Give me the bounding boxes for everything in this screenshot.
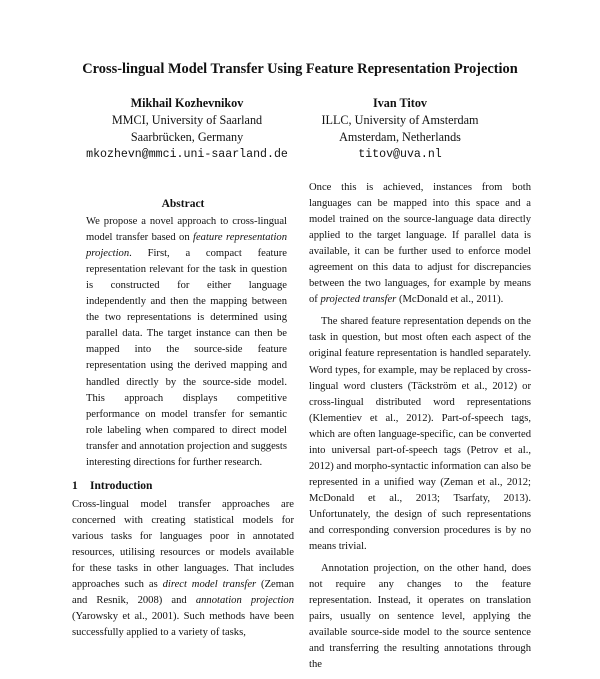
author-affiliation: MMCI, University of Saarland: [111, 113, 263, 127]
intro-paragraph: Cross-lingual model transfer approaches are concerned with creating statistical models for various tasks for languages poor in annotated resources, utilising resources or models available for these tasks in other languages. That includes approaches such as direct model transfer (Zeman and Resnik, 2008) and annotation projection (Yarowsky et al., 2001). Such methods have been successfully applied to a variety of tasks,: [72, 498, 294, 639]
paper-title: Cross-lingual Model Transfer Using Feature Representation Projection: [82, 61, 518, 77]
abstract-text: We propose a novel approach to cross-lingual model transfer based on feature representation projection. First, a compact feature representation relevant for the task in question is constructed for either language independently and then the mapping between the two representations is determined using parallel data. The target instance can then be mapped into the source-side feature representation using the derived mapping and handled directly by the source-side model. This approach displays competitive performance on model transfer for semantic role labeling when compared to direct model transfer and annotation projection and suggests interesting directions for further research.: [86, 216, 287, 468]
author-email: mkozhevn@mmci.uni-saarland.de: [86, 148, 288, 161]
author-email: titov@uva.nl: [358, 148, 442, 161]
author-name: Ivan Titov: [372, 96, 428, 110]
body-paragraph: Annotation projection, on the other hand, does not require any changes to the feature representation. Instead, it operates on translation pairs, usually on sentence level, applying the available source-side model to the source sentence and transferring the resulting annotations through the: [309, 563, 531, 671]
author-location: Amsterdam, Netherlands: [339, 130, 461, 144]
abstract-heading: Abstract: [161, 198, 205, 210]
section-heading-introduction: 1 Introduction: [72, 479, 153, 492]
author-name: Mikhail Kozhevnikov: [130, 96, 244, 110]
author-block-2: [285, 95, 515, 163]
left-column: [72, 196, 294, 647]
body-paragraph: Once this is achieved, instances from both languages can be mapped into this space and a model trained on the source-language data directly applied to the target language. If parallel data is available, it can be further used to enforce model agreement on this data to adjust for discrepancies between the two languages, for example by means of projected transfer (McDonald et al., 2011).: [309, 182, 531, 306]
body-paragraph: The shared feature representation depends on the task in question, but most often each aspect of the original feature representation is handled separately. Word types, for example, may be replaced by cross-lingual word clusters (Täckström et al., 2012) or cross-lingual distributed word representations (Klementiev et al., 2012). Part-of-speech tags, which are often language-specific, can be converted into universal part-of-speech tags (Petrov et al., 2012) and morpho-syntactic information can also be represented in a unified way (Zeman et al., 2012; McDonald et al., 2013; Tsarfaty, 2013). Unfortunately, the design of such representations and corresponding conversion procedures is by no means trivial.: [309, 316, 531, 553]
author-location: Saarbrücken, Germany: [130, 130, 244, 144]
author-block-1: [72, 95, 302, 163]
right-column: [309, 180, 531, 679]
author-affiliation: ILLC, University of Amsterdam: [321, 113, 479, 127]
